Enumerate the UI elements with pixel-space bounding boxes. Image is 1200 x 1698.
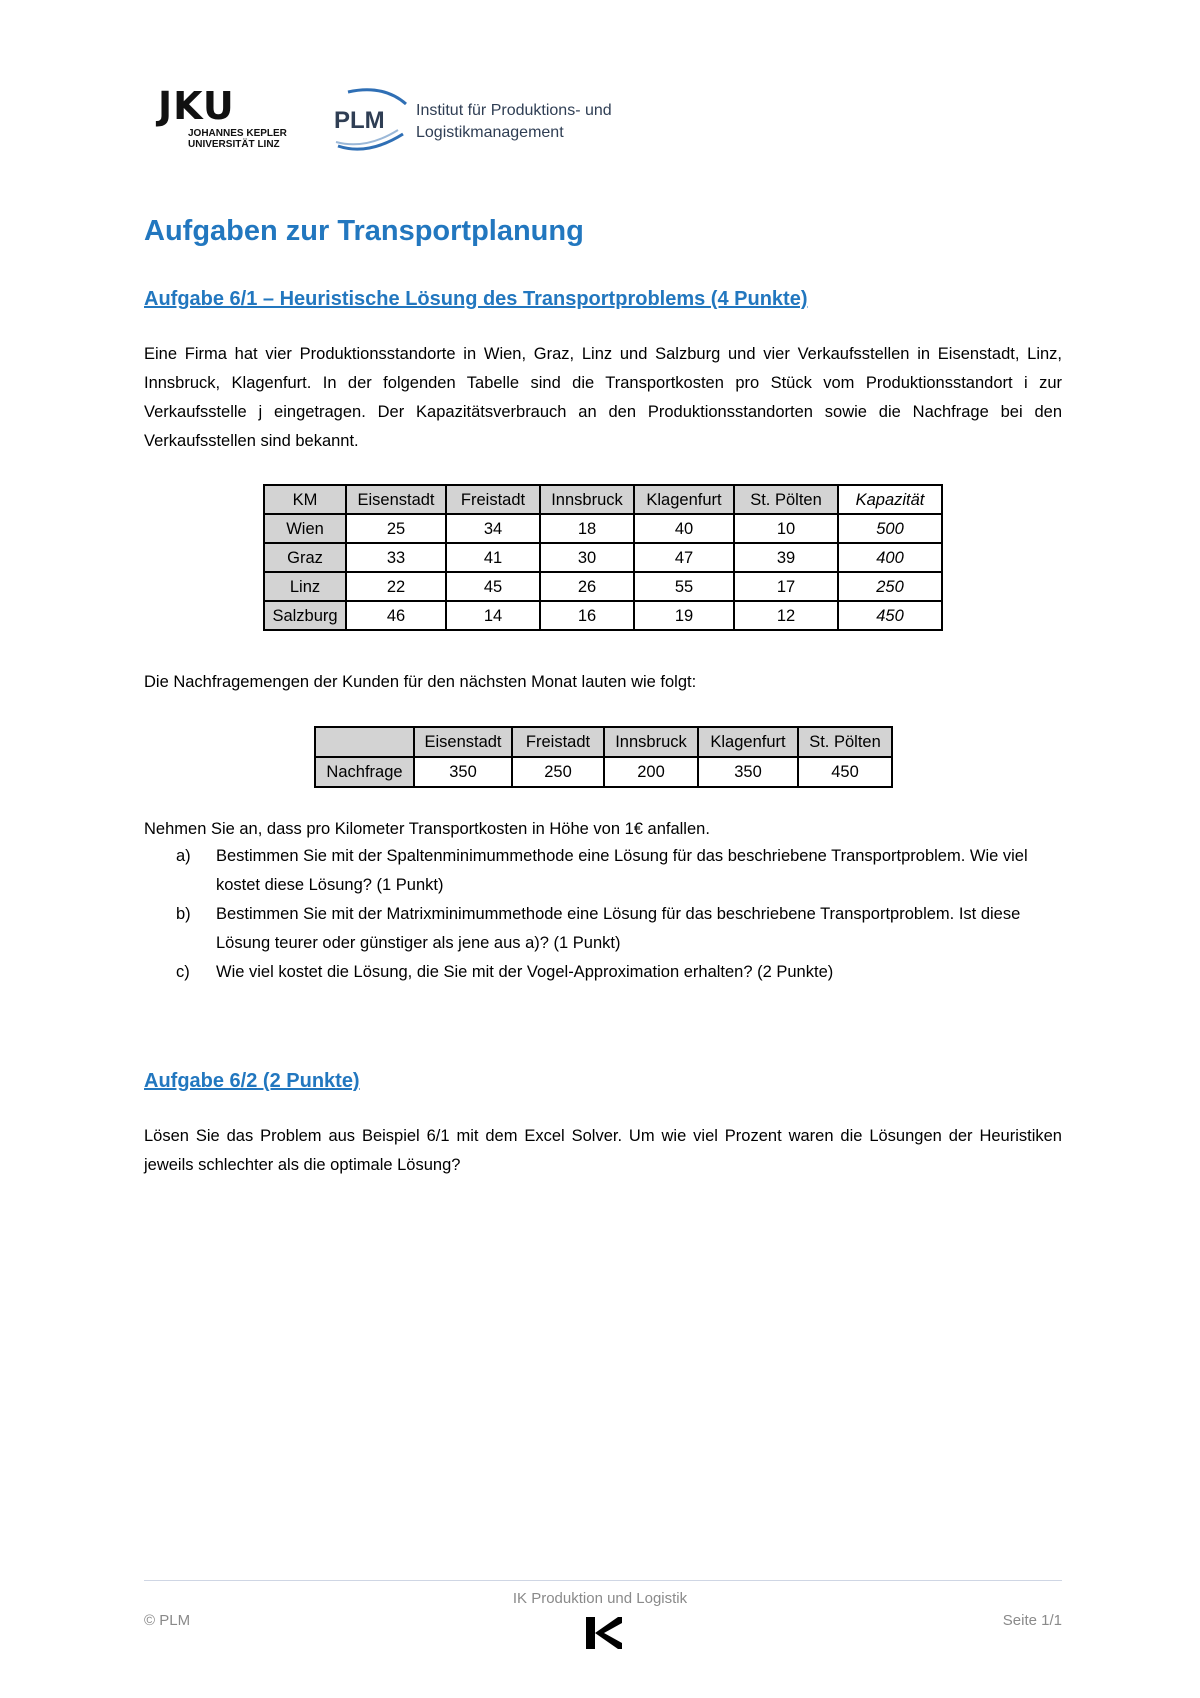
km-table-cell: 14: [446, 601, 540, 630]
plm-logo: [328, 86, 628, 156]
demand-table-header: Freistadt: [512, 727, 604, 757]
list-item: [144, 900, 1062, 958]
demand-table-cell: 250: [512, 757, 604, 787]
demand-table-corner: [315, 727, 414, 757]
km-table-row-label: Graz: [264, 543, 346, 572]
jku-logo-subtitle: JOHANNES KEPLER UNIVERSITÄT LINZ: [188, 128, 287, 150]
task1-heading: Aufgabe 6/1 – Heuristische Lösung des Transportproblems (4 Punkte): [144, 288, 808, 310]
km-table-header: KM: [264, 485, 346, 514]
km-table-cell: 33: [346, 543, 446, 572]
question-text: Wie viel kostet die Lösung, die Sie mit der Vogel-Approximation erhalten? (2 Punkte): [216, 963, 834, 981]
question-marker: b): [176, 905, 191, 923]
km-table-cell: 46: [346, 601, 446, 630]
demand-table-cell: 350: [698, 757, 798, 787]
question-text: Bestimmen Sie mit der Spaltenminimummethode eine Lösung für das beschriebene Transportproblem. Wie viel kostet diese Lösung? (1 Punkt): [216, 847, 1028, 894]
km-table-header: Klagenfurt: [634, 485, 734, 514]
km-table-cell: 25: [346, 514, 446, 543]
table-row: [264, 601, 942, 630]
demand-table-header: Klagenfurt: [698, 727, 798, 757]
question-marker: a): [176, 847, 191, 865]
demand-table-header: Eisenstadt: [414, 727, 512, 757]
demand-table-header-row: [315, 727, 892, 757]
km-table-cell: 16: [540, 601, 634, 630]
km-table-row-label: Linz: [264, 572, 346, 601]
km-table-cell: 39: [734, 543, 838, 572]
jku-logo-word: JKU: [158, 84, 235, 128]
km-table-cell: 22: [346, 572, 446, 601]
question-list: [144, 842, 1062, 987]
page-title: Aufgaben zur Transportplanung: [144, 215, 584, 247]
task1-intro: Eine Firma hat vier Produktionsstandorte in Wien, Graz, Linz und Salzburg und vier Verkaufsstellen in Eisenstadt, Linz, Innsbruck, Klagenfurt. In der folgenden Tabelle sind die Transportkosten pro Stück vom Produktionsstandort i zur Verkaufsstelle j eingetragen. Der Kapazitätsverbrauch an den Produktionsstandorten sowie die Nachfrage bei den Verkaufsstellen sind bekannt.: [144, 345, 1062, 450]
footer-divider: [144, 1580, 1062, 1581]
plm-logo-mark: [328, 86, 413, 154]
km-table-header: Innsbruck: [540, 485, 634, 514]
km-table-cell: 40: [634, 514, 734, 543]
km-table-cell: 10: [734, 514, 838, 543]
km-table-capacity-cell: 450: [838, 601, 942, 630]
km-table-header: Eisenstadt: [346, 485, 446, 514]
assumption-text: Nehmen Sie an, dass pro Kilometer Transportkosten in Höhe von 1€ anfallen.: [144, 820, 710, 838]
km-table: [263, 484, 943, 631]
km-table-header-capacity: Kapazität: [838, 485, 942, 514]
km-table-cell: 41: [446, 543, 540, 572]
table-row: [264, 572, 942, 601]
km-table-header-row: [264, 485, 942, 514]
km-table-cell: 18: [540, 514, 634, 543]
table-row: [264, 543, 942, 572]
demand-table-header: Innsbruck: [604, 727, 698, 757]
km-table-cell: 26: [540, 572, 634, 601]
km-table-cell: 55: [634, 572, 734, 601]
footer-course: IK Produktion und Logistik: [512, 1590, 688, 1607]
km-table-header: Freistadt: [446, 485, 540, 514]
table-row: [264, 514, 942, 543]
km-table-cell: 19: [634, 601, 734, 630]
jku-logo: [158, 86, 293, 152]
footer-page-number: Seite 1/1: [1002, 1612, 1062, 1629]
km-table-cell: 30: [540, 543, 634, 572]
footer-copyright: © PLM: [144, 1612, 191, 1629]
km-table-cell: 12: [734, 601, 838, 630]
km-table-cell: 17: [734, 572, 838, 601]
question-text: Bestimmen Sie mit der Matrixminimummethode eine Lösung für das beschriebene Transportproblem. Ist diese Lösung teurer oder günstiger als jene aus a)? (1 Punkt): [216, 905, 1021, 952]
task2-text: Lösen Sie das Problem aus Beispiel 6/1 mit dem Excel Solver. Um wie viel Prozent waren die Lösungen der Heuristiken jeweils schlechter als die optimale Lösung?: [144, 1127, 1062, 1174]
task2-heading: Aufgabe 6/2 (2 Punkte): [144, 1070, 360, 1092]
list-item: [144, 842, 1062, 900]
km-table-capacity-cell: 250: [838, 572, 942, 601]
km-table-header: St. Pölten: [734, 485, 838, 514]
demand-intro: Die Nachfragemengen der Kunden für den nächsten Monat lauten wie folgt:: [144, 673, 697, 691]
km-table-cell: 34: [446, 514, 540, 543]
km-table-cell: 45: [446, 572, 540, 601]
km-table-capacity-cell: 500: [838, 514, 942, 543]
demand-table-cell: 350: [414, 757, 512, 787]
demand-table-cell: 450: [798, 757, 892, 787]
k-logo-icon: [584, 1615, 624, 1651]
demand-table-header: St. Pölten: [798, 727, 892, 757]
list-item: [144, 958, 1062, 987]
plm-logo-text: Institut für Produktions- und Logistikmanagement: [416, 102, 612, 141]
km-table-cell: 47: [634, 543, 734, 572]
demand-table-cell: 200: [604, 757, 698, 787]
km-table-row-label: Salzburg: [264, 601, 346, 630]
demand-table: [314, 726, 893, 788]
km-table-row-label: Wien: [264, 514, 346, 543]
question-marker: c): [176, 963, 190, 981]
table-row: [315, 757, 892, 787]
demand-table-row-label: Nachfrage: [315, 757, 414, 787]
km-table-capacity-cell: 400: [838, 543, 942, 572]
plm-logo-word: PLM: [334, 107, 385, 134]
